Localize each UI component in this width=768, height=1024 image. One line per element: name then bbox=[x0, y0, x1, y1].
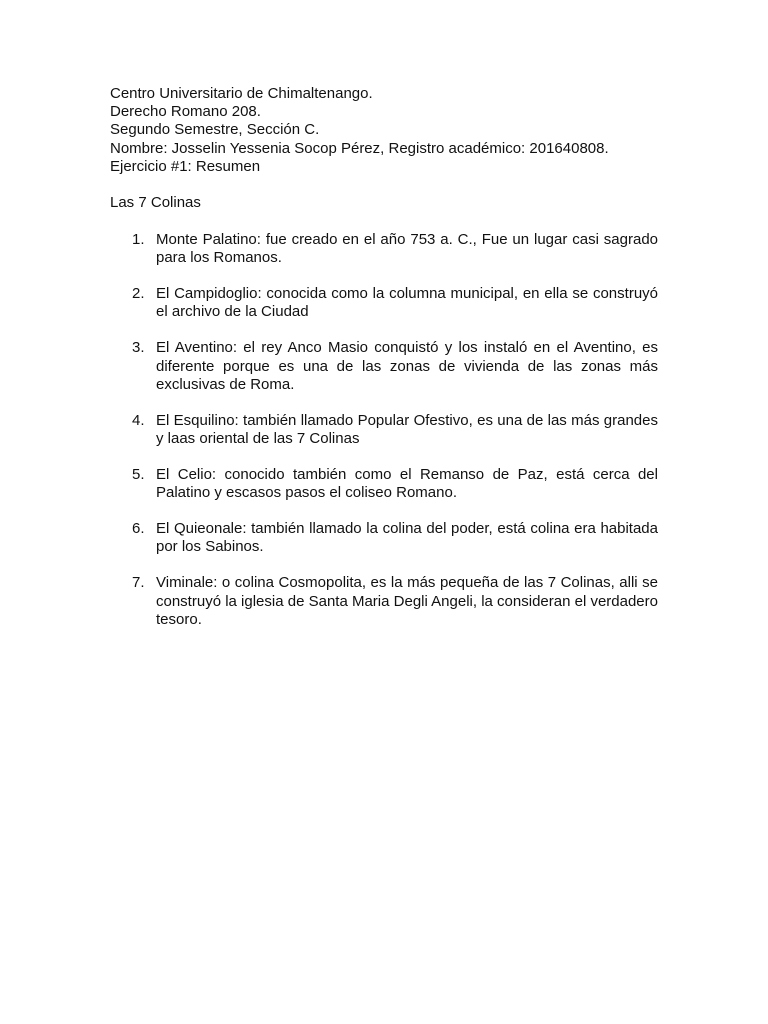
header-exercise-line: Ejercicio #1: Resumen bbox=[110, 157, 261, 175]
hill-number: 6. bbox=[132, 520, 145, 538]
hill-number: 5. bbox=[132, 466, 145, 484]
hill-item-7 bbox=[110, 574, 658, 629]
hill-text: Monte Palatino: fue creado en el año 753 a. C., Fue un lugar casi sagrado para los Romanos. bbox=[156, 231, 658, 267]
hill-item-5 bbox=[110, 466, 658, 502]
header-university-line: Centro Universitario de Chimaltenango. bbox=[110, 85, 373, 102]
hill-text: El Celio: conocido también como el Remanso de Paz, está cerca del Palatino y escasos pasos el coliseo Romano. bbox=[156, 466, 658, 502]
document-header bbox=[110, 85, 670, 176]
hill-item-3 bbox=[110, 339, 658, 394]
hill-number: 2. bbox=[132, 285, 145, 303]
hill-number: 1. bbox=[132, 231, 145, 248]
section-title: Las 7 Colinas bbox=[110, 194, 201, 211]
hill-number: 7. bbox=[132, 574, 145, 592]
hill-text: El Aventino: el rey Anco Masio conquistó y los instaló en el Aventino, es diferente porque es una de las zonas de vivienda de las zonas más exclusivas de Roma. bbox=[156, 339, 658, 393]
hill-text: El Campidoglio: conocida como la columna municipal, en ella se construyó el archivo de la Ciudad bbox=[156, 285, 658, 321]
hills-list bbox=[110, 231, 658, 647]
hill-text: El Quieonale: también llamado la colina del poder, está colina era habitada por los Sabinos. bbox=[156, 520, 658, 556]
hill-item-4 bbox=[110, 412, 658, 448]
header-student-line: Nombre: Josselin Yessenia Socop Pérez, Registro académico: 201640808. bbox=[110, 139, 609, 157]
header-semester-line: Segundo Semestre, Sección C. bbox=[110, 121, 320, 139]
hill-item-2 bbox=[110, 285, 658, 321]
hill-item-6 bbox=[110, 520, 658, 556]
header-course-line: Derecho Romano 208. bbox=[110, 103, 261, 121]
hill-text: Viminale: o colina Cosmopolita, es la más pequeña de las 7 Colinas, alli se construyó la iglesia de Santa Maria Degli Angeli, la consideran el verdadero tesoro. bbox=[156, 574, 658, 628]
hill-number: 4. bbox=[132, 411, 145, 429]
hill-item-1 bbox=[110, 231, 658, 267]
hill-text: El Esquilino: también llamado Popular Ofestivo, es una de las más grandes y laas oriental de las 7 Colinas bbox=[156, 411, 658, 448]
hill-number: 3. bbox=[132, 339, 145, 357]
